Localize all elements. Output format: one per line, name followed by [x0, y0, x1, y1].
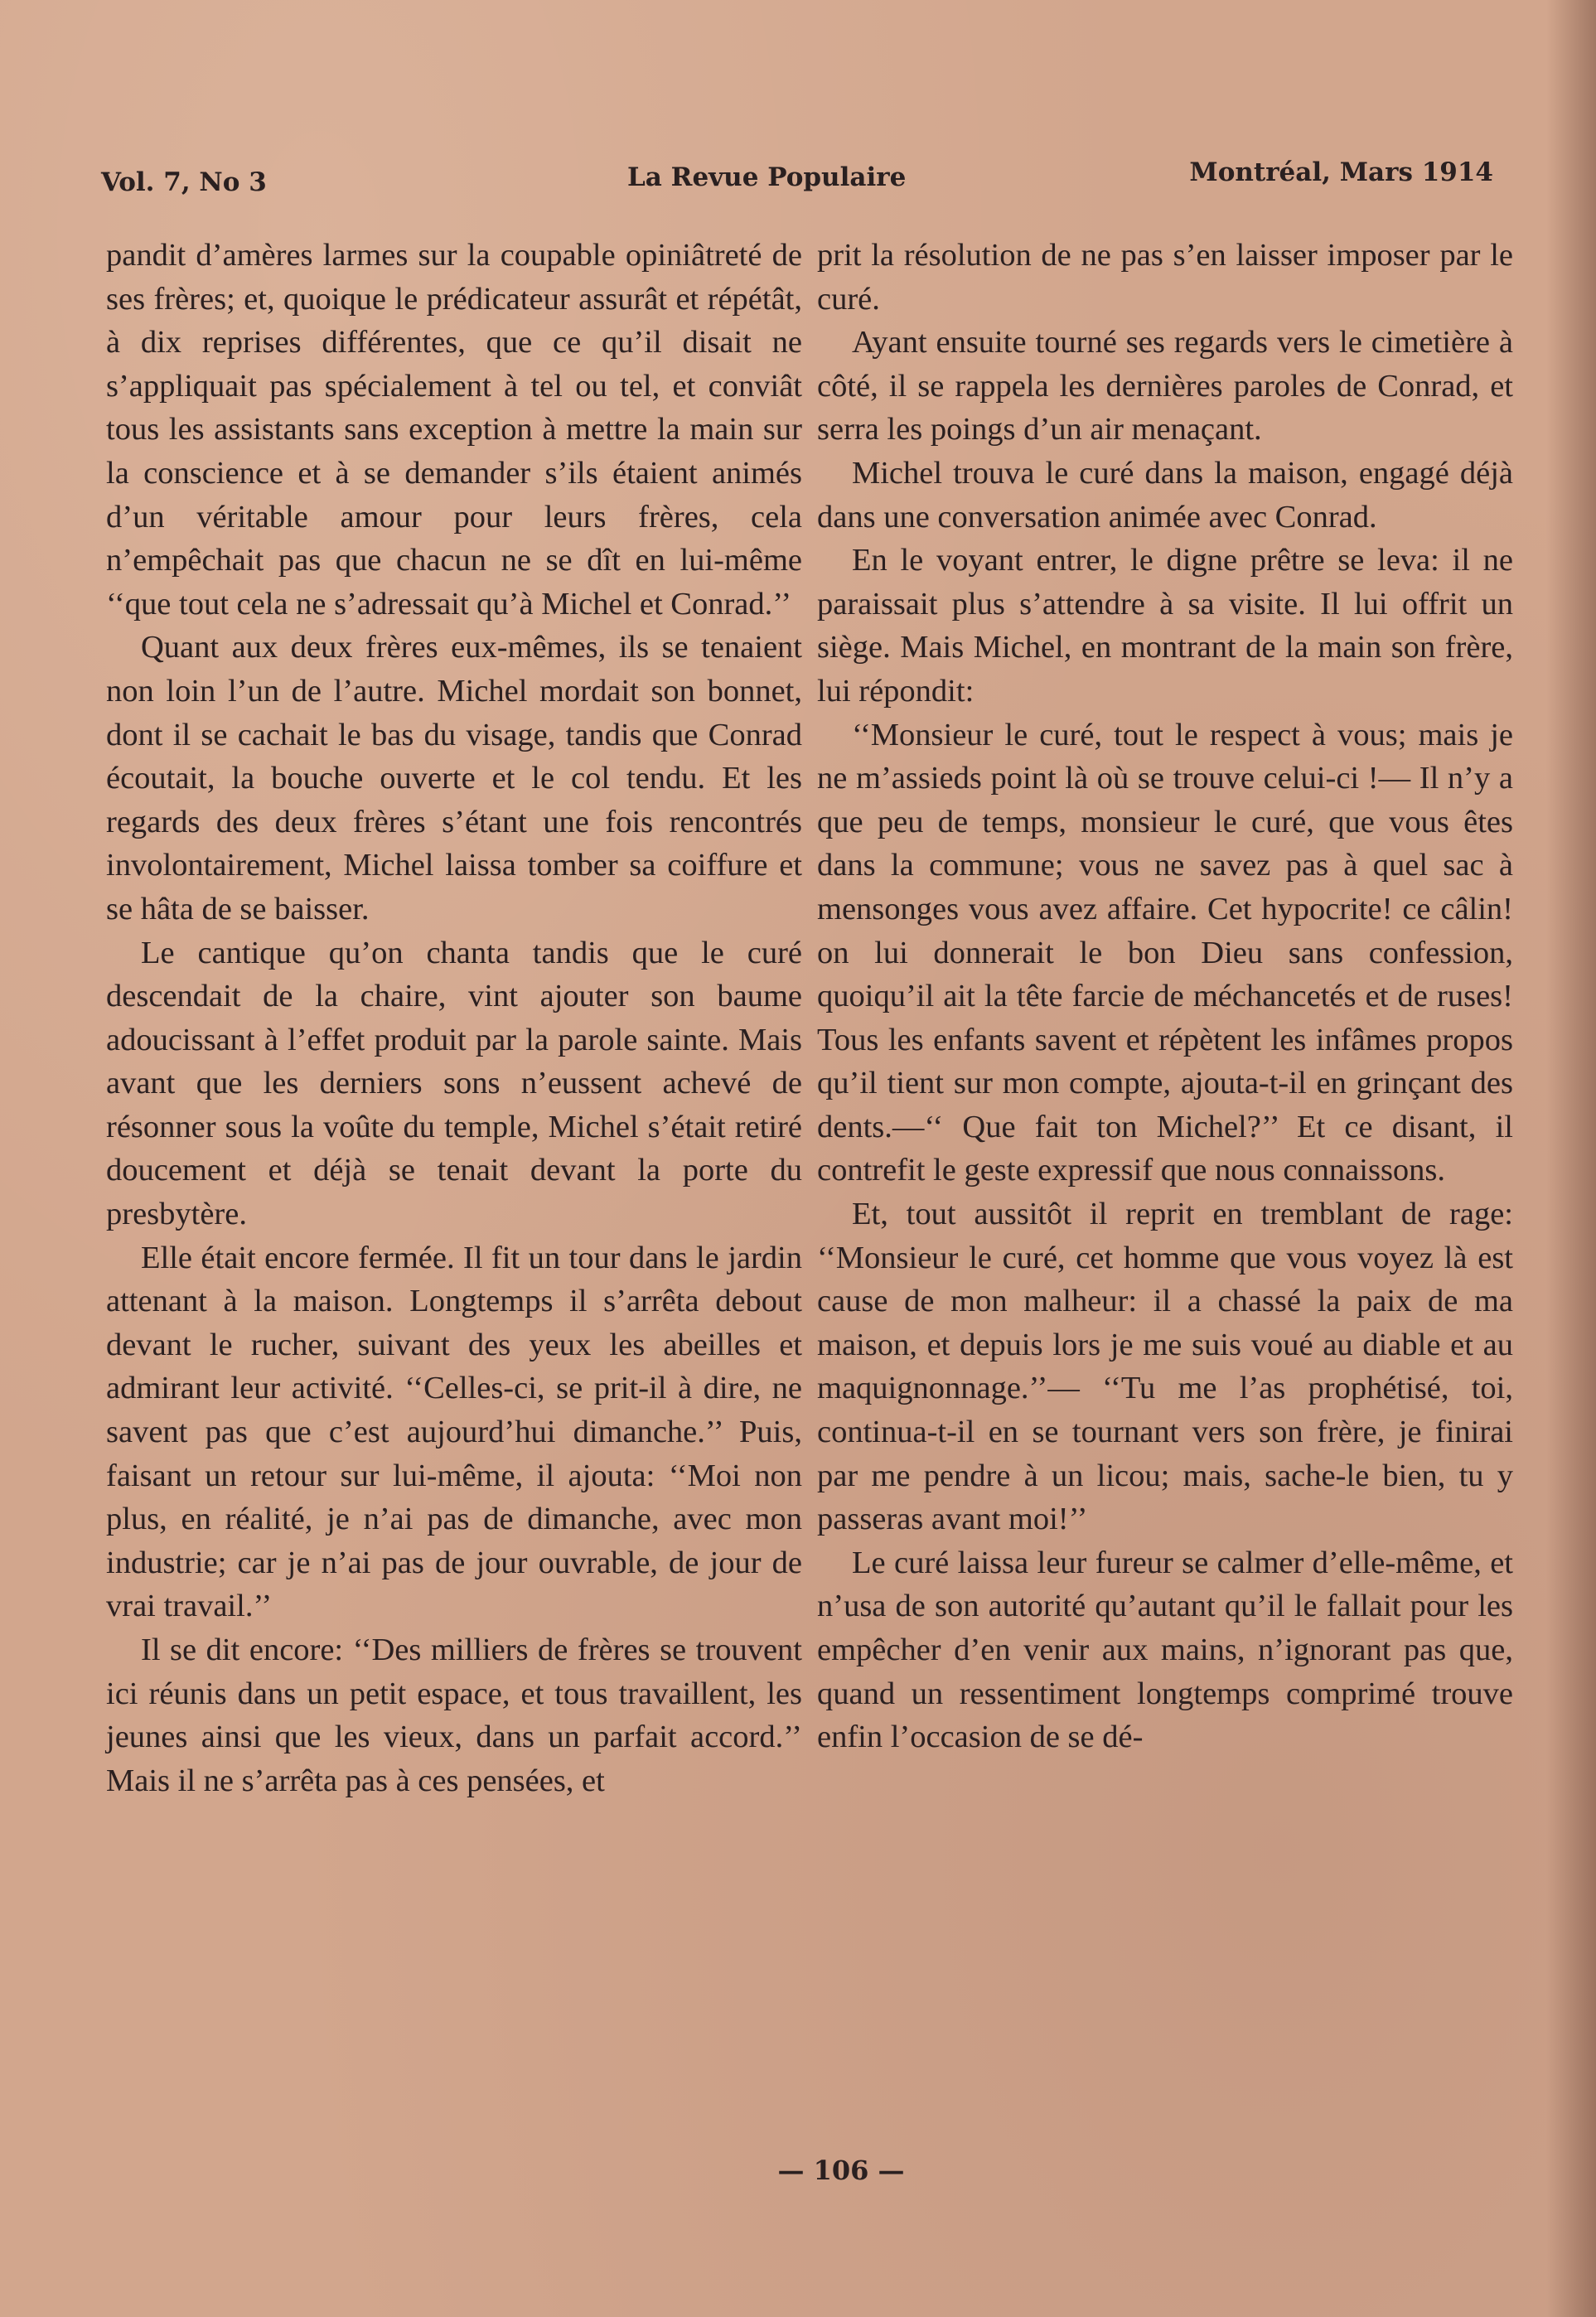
paragraph: Il se dit encore: ‘‘Des milliers de frères se trouvent ici réunis dans un petit espace, et tous travaillent, les jeunes ainsi que les vieux, dans un parfait accord.’’ Mais il ne s’arrêta pas à ces pensées, et: [106, 1633, 802, 1798]
paragraph: Le curé laissa leur fureur se calmer d’elle-même, et n’usa de son autorité qu’autant qu’il le fallait pour les empêcher d’en venir aux mains, n’ignorant pas que, quand un ressentiment longtemps comprimé trouve enfin l’occasion de se dé-: [817, 1545, 1513, 1755]
left-text-column: [106, 234, 802, 1802]
paragraph: Le cantique qu’on chanta tandis que le curé descendait de la chaire, vint ajouter son baume adoucissant à l’effet produit par la parole sainte. Mais avant que les derniers sons n’eussent achevé de résonner sous la voûte du temple, Michel s’était retiré doucement et déjà se tenait devant la porte du presbytère.: [106, 935, 802, 1232]
right-text-column: [817, 234, 1513, 1759]
paragraph: Michel trouva le curé dans la maison, engagé déjà dans une conversation animée avec Conrad.: [817, 455, 1513, 535]
running-header: [101, 157, 1493, 207]
paragraph: prit la résolution de ne pas s’en laisser imposer par le curé.: [817, 238, 1513, 317]
paragraph: Elle était encore fermée. Il fit un tour dans le jardin attenant à la maison. Longtemps il s’arrêta debout devant le rucher, suivant des yeux les abeilles et admirant leur activité. ‘‘Celles-ci, se prit-il à dire, ne savent pas que c’est aujourd’hui dimanche.’’ Puis, faisant un retour sur lui-même, il ajouta: ‘‘Moi non plus, en réalité, je n’ai pas de dimanche, avec mon industrie; car je n’ai pas de jour ouvrable, de jour de vrai travail.’’: [106, 1240, 802, 1624]
paragraph: ‘‘Monsieur le curé, tout le respect à vous; mais je ne m’assieds point là où se trouve celui-ci !— Il n’y a que peu de temps, monsieur le curé, que vous êtes dans la commune; vous ne savez pas à quel sac à mensonges vous avez affaire. Cet hypocrite! ce câlin! on lui donnerait le bon Dieu sans confession, quoiqu’il ait la tête farcie de méchancetés et de ruses! Tous les enfants savent et répètent les infâmes propos qu’il tient sur mon compte, ajouta-t-il en grinçant des dents.—‘‘ Que fait ton Michel?’’ Et ce disant, il contrefit le geste expressif que nous connaissons.: [817, 717, 1513, 1188]
header-publication-title: La Revue Populaire: [627, 162, 907, 192]
header-volume: Vol. 7, No 3: [101, 167, 267, 197]
paragraph: Et, tout aussitôt il reprit en tremblant de rage: ‘‘Monsieur le curé, cet homme que vous voyez là est cause de mon malheur: il a chassé la paix de ma maison, et depuis lors je me suis voué au diable et au maquignonnage.’’— ‘‘Tu me l’as prophétisé, toi, continua-t-il en se tournant vers son frère, je finirai par me pendre à un licou; mais, sache-le bien, tu y passeras avant moi!’’: [817, 1197, 1513, 1537]
header-date: Montréal, Mars 1914: [1189, 157, 1493, 187]
paragraph: En le voyant entrer, le digne prêtre se leva: il ne paraissait plus s’attendre à sa visite. Il lui offrit un siège. Mais Michel, en montrant de la main son frère, lui répondit:: [817, 543, 1513, 709]
paragraph: Ayant ensuite tourné ses regards vers le cimetière à côté, il se rappela les dernières paroles de Conrad, et serra les poings d’un air menaçant.: [817, 325, 1513, 447]
paragraph: pandit d’amères larmes sur la coupable opiniâtreté de ses frères; et, quoique le prédicateur assurât et répétât, à dix reprises différentes, que ce qu’il disait ne s’appliquait pas spécialement à tel ou tel, et conviât tous les assistants sans exception à mettre la main sur la conscience et à se demander s’ils étaient animés d’un véritable amour pour leurs frères, cela n’empêchait pas que chacun ne se dît en lui-même ‘‘que tout cela ne s’adressait qu’à Michel et Conrad.’’: [106, 238, 802, 622]
page-number: — 106 —: [777, 2155, 905, 2186]
paragraph: Quant aux deux frères eux-mêmes, ils se tenaient non loin l’un de l’autre. Michel mordait son bonnet, dont il se cachait le bas du visage, tandis que Conrad écoutait, la bouche ouverte et le col tendu. Et les regards des deux frères s’étant une fois rencontrés involontairement, Michel laissa tomber sa coiffure et se hâta de se baisser.: [106, 630, 802, 926]
page-edge-shadow: [1546, 0, 1596, 2317]
